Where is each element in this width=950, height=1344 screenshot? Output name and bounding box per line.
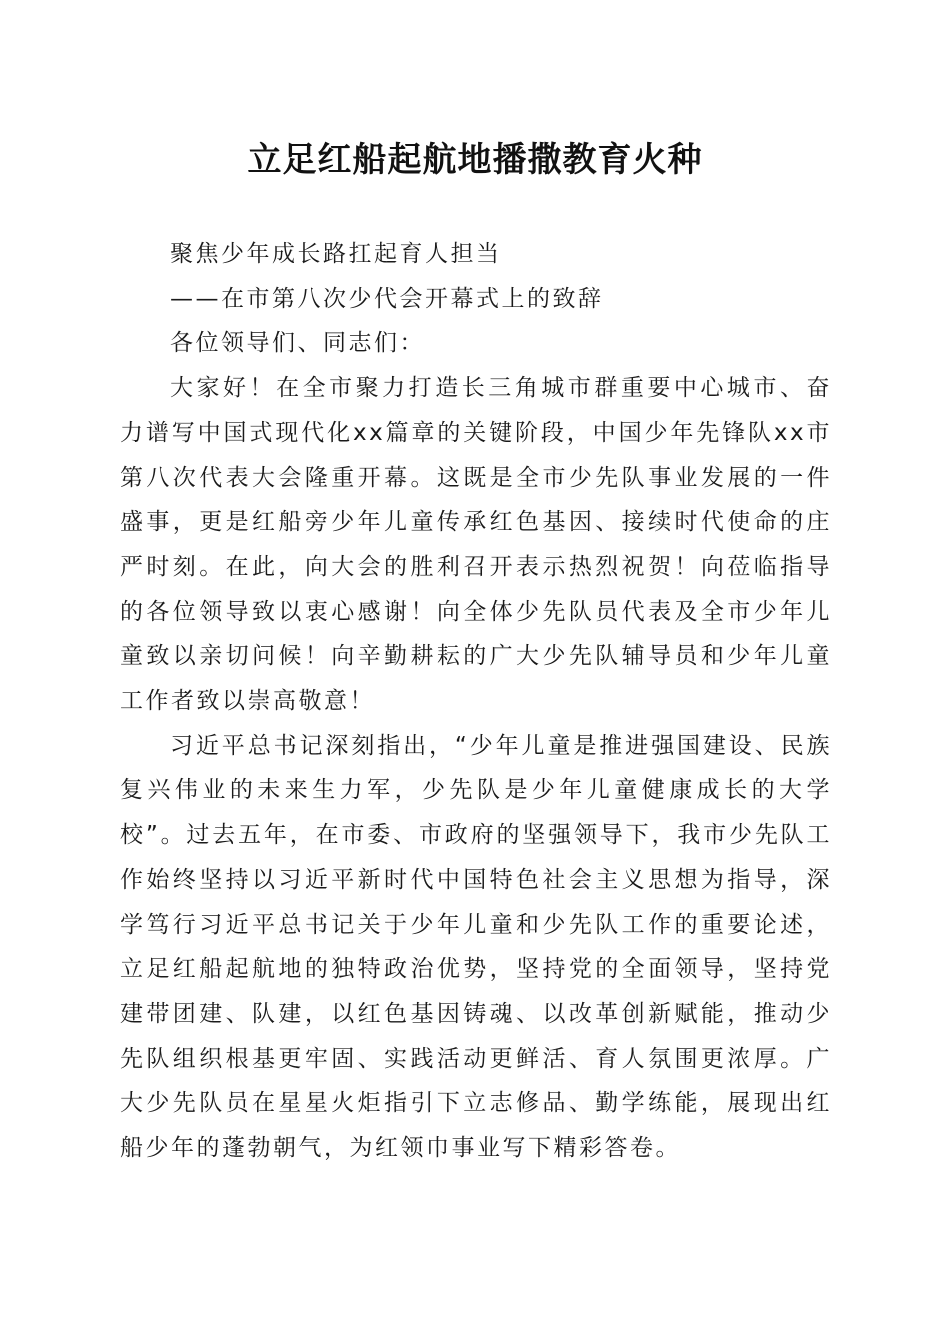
paragraph: 习近平总书记深刻指出，“少年儿童是推进强国建设、民族复兴伟业的未来生力军，少先队是少年儿童健康成长的大学校”。过去五年，在市委、市政府的坚强领导下，我市少先队工作始终坚持以习近平新时代中国特色社会主义思想为指导，深学笃行习近平总书记关于少年儿童和少先队工作的重要论述，立足红船起航地的独特政治优势，坚持党的全面领导，坚持党建带团建、队建，以红色基因铸魂、以改革创新赋能，推动少先队组织根基更牢固、实践活动更鲜活、育人氛围更浓厚。广大少先队员在星星火炬指引下立志修品、勤学练能，展现出红船少年的蓬勃朝气，为红领巾事业写下精彩答卷。 xyxy=(120,732,832,1162)
document-salutation: 各位领导们、同志们： xyxy=(170,330,425,357)
document-subtitle: 聚焦少年成长路扛起育人担当 xyxy=(170,241,502,267)
paragraph: 大家好！在全市聚力打造长三角城市群重要中心城市、奋力谱写中国式现代化xx篇章的关键阶段，中国少年先锋队xx市第八次代表大会隆重开幕。这既是全市少先队事业发展的一件盛事，更是红船旁少年儿童传承红色基因、接续时代使命的庄严时刻。在此，向大会的胜利召开表示热烈祝贺！向莅临指导的各位领导致以衷心感谢！向全体少先队员代表及全市少年儿童致以亲切问候！向辛勤耕耘的广大少先队辅导员和少年儿童工作者致以崇高敬意！ xyxy=(120,375,832,715)
document-occasion: ——在市第八次少代会开幕式上的致辞 xyxy=(170,285,604,312)
document-title: 立足红船起航地播撒教育火种 xyxy=(247,140,703,180)
document-body xyxy=(120,232,832,1171)
